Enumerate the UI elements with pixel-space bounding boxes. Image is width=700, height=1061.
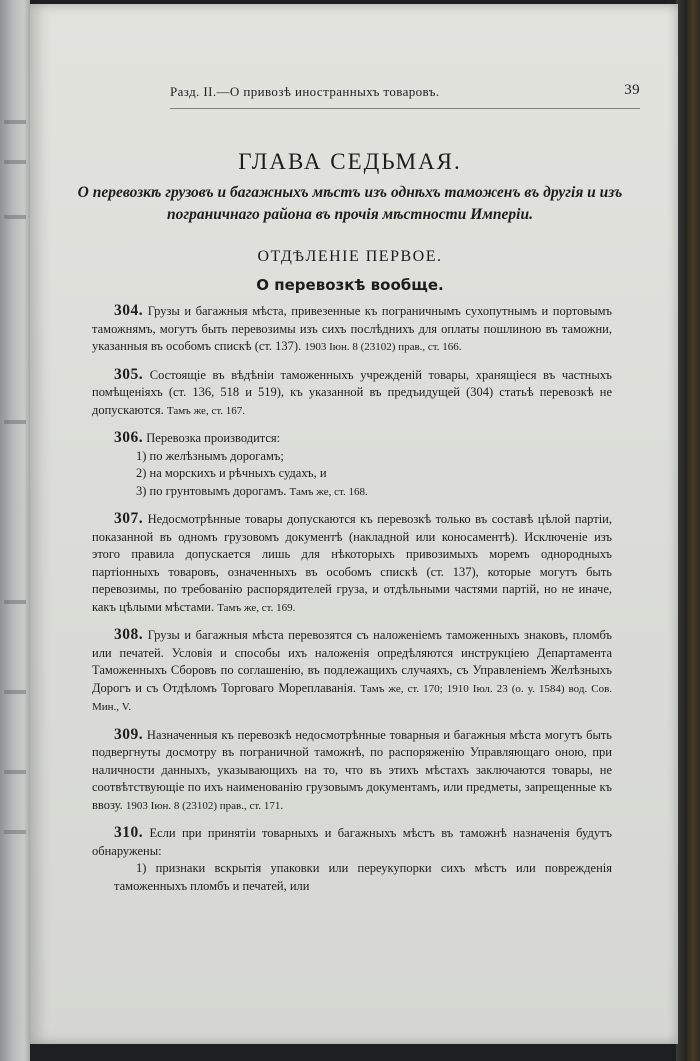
section-title: ОТДѢЛЕНІЕ ПЕРВОЕ. [257,248,443,265]
article-306 [92,429,612,501]
article-307 [92,510,612,617]
list-item: 1) признаки вскрытія упаковки или переукупорки сихъ мѣстъ или поврежденія таможенныхъ пломбъ и печатей, или [114,861,612,893]
adjacent-page-edge [0,0,30,1061]
page-number: 39 [624,82,640,98]
article-text: Недосмотрѣнные товары допускаются къ перевозкѣ только въ составѣ цѣлой партіи, показанной въ одномъ грузовомъ документѣ (накладной или коносаментѣ). Исключеніе изъ этого правила допускается лишь для нѣкоторыхъ привозимыхъ моремъ однородныхъ партіонныхъ товаровъ, означенныхъ въ особомъ спискѣ (ст. 137), которые могутъ быть перевозимы, по требованію распорядителей груза, и отдѣльными частями партій, но не иначе, какъ цѣлыми мѣстами. [92,512,612,614]
book-page [30,4,678,1044]
article-source: Тамъ же, ст. 169. [217,601,296,614]
article-text: Грузы и багажныя мѣста перевозятся съ наложеніемъ таможенныхъ знаковъ, пломбъ или печатей. Условія и способы ихъ наложенія опредѣляются инструкціею Департамента Таможенныхъ Сборовъ по соглашенію, въ подлежащихъ случаяхъ, съ Управленіемъ Желѣзныхъ Дорогъ и съ Отдѣломъ Торговаго Мореплаванія. [92,628,613,695]
articles [92,302,612,904]
article-number: 307. [114,510,144,527]
article-304 [92,302,612,357]
article-text: Назначенныя къ перевозкѣ недосмотрѣнные товарныя и багажныя мѣста могутъ быть подвергнуты досмотру въ пограничной таможнѣ, по распоряженію Управляющаго оною, при наличности данныхъ, указывающихъ на то, что въ этихъ мѣстахъ заключаются товары, не соотвѣтствующіе по ихъ наименованію грузовымъ документамъ, или предметы, запрещенные къ ввозу. [92,727,613,812]
article-305 [92,366,612,421]
article-number: 304. [114,302,144,319]
article-number: 306. [114,429,144,446]
chapter-title: ГЛАВА СЕДЬМАЯ. [238,149,462,174]
article-text: Состоящіе въ вѣдѣніи таможенныхъ учрежденій товары, хранящіеся въ частныхъ помѣщеніяхъ (ст. 136, 518 и 519), къ указанной въ предъидущей (304) статьѣ перевозкѣ не допускаются. [92,367,612,417]
article-source: 1903 Іюн. 8 (23102) прав., ст. 166. [304,341,462,353]
article-source: 1903 Іюн. 8 (23102) прав., ст. 171. [125,799,284,812]
article-text: Грузы и багажныя мѣста, привезенные къ пограничнымъ сухопутнымъ и портовымъ таможнямъ, могутъ быть перевозимы изъ сихъ послѣднихъ для оплаты пошлиною въ таможни, указанныя въ особомъ спискѣ (ст. 137). [92,304,612,353]
list-item-text: 3) по грунтовымъ дорогамъ. [136,483,287,498]
article-310 [92,824,612,895]
list-item [92,483,612,502]
article-number: 309. [114,725,144,743]
article-number: 305. [114,365,144,383]
article-number: 308. [114,626,144,643]
chapter-subtitle: О перевозкѣ грузовъ и багажныхъ мѣстъ изъ однѣхъ таможенъ въ другія и изъ пограничнаго района въ прочія мѣстности Имперіи. [77,184,623,223]
list-item: 2) на морскихъ и рѣчныхъ судахъ, и [136,466,327,480]
section-subtitle: О перевозкѣ вообще. [256,276,444,294]
running-header [170,82,640,104]
header-rule [170,108,640,109]
article-source: Тамъ же, ст. 168. [289,485,368,498]
article-text: Перевозка производится: [146,431,281,445]
book-edge [676,0,700,1061]
list-item: 1) по желѣзнымъ дорогамъ; [136,448,284,463]
article-308 [92,626,612,717]
article-source: Тамъ же, ст. 167. [166,404,246,417]
article-number: 310. [114,824,144,841]
article-source: Тамъ же, ст. 170; 1910 Іюл. 23 (о. у. 1584) вод. Сов. Мин., V. [92,682,613,713]
article-text: Если при принятіи товарныхъ и багажныхъ мѣстъ въ таможнѣ назначенія будутъ обнаружены: [92,826,613,858]
running-title: Разд. II.—О привозѣ иностранныхъ товаровъ. [170,84,440,99]
article-309 [92,726,612,816]
